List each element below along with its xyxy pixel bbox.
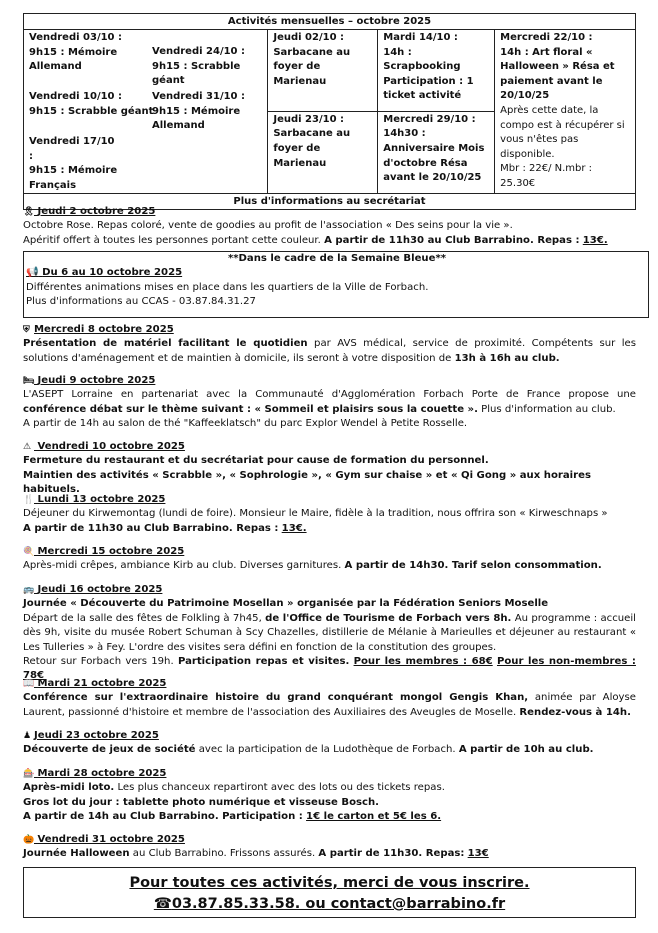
friday-1010: Vendredi 10/10 : 9h15 : Scrabble géant xyxy=(29,91,154,117)
cutlery-icon: 🍴 xyxy=(23,495,35,505)
warning-icon: ⚠ xyxy=(23,442,32,452)
wednesday-2910-cell: Mercredi 29/10 : 14h30 : Anniversaire Mois d'octobre Résa avant le 20/10/25 xyxy=(378,111,495,193)
lottery-icon: 🎰 xyxy=(23,769,35,779)
friday-1710: Vendredi 17/10 : 9h15 : Mémoire Français xyxy=(29,136,118,191)
friday-activities-cell xyxy=(24,30,268,194)
ribbon-icon: 🎗 xyxy=(23,207,35,217)
event-octobre-rose: 🎗 Jeudi 2 octobre 2025 Octobre Rose. Repas coloré, vente de goodies au profit de l'association « Des seins pour la vie ». Apéritif offert à toutes les personnes portant cette couleur. A partir de 11h30 au Club Barrabino. Repas : 13€. xyxy=(23,206,608,246)
event-halloween: 🎃 Vendredi 31 octobre 2025 Journée Halloween au Club Barrabino. Frissons assurés. A partir de 11h30. Repas: 13€ xyxy=(23,834,489,860)
event-sommeil-conference: 🛏 Jeudi 9 octobre 2025 L'ASEPT Lorraine en partenariat avec la Communauté d'Agglomération Forbach Porte de France propose une conférence débat sur le thème suivant : « Sommeil et plaisirs sous la couette ». Plus d'information au club. A partir de 14h au salon de thé "Kaffeeklatsch" du parc Explor Wendel à Petite Rosselle. xyxy=(23,375,636,430)
event-loto: 🎰 Mardi 28 octobre 2025 Après-midi loto. Les plus chanceux repartiront avec des lots ou des tickets repas. Gros lot du jour : tablette photo numérique et visseuse Bosch. A partir de 14h au Club Barrabino. Participation : 1€ le carton et 5€ les 6. xyxy=(23,768,445,823)
phone-icon: ☎ xyxy=(153,896,172,912)
contact-box xyxy=(23,867,636,918)
megaphone-icon: 📢 xyxy=(26,267,39,279)
event-materiel-quotidien: ⛨ Mercredi 8 octobre 2025 Présentation de matériel facilitant le quotidien par AVS médical, service de proximité. Compétents sur les solutions d'aménagement et de maintien à domicile, ils seront à votre disposition de 13h à 16h au club. xyxy=(23,324,636,364)
event-crepes: 🍭 Mercredi 15 octobre 2025 Après-midi crêpes, ambiance Kirb au club. Diverses garnitures. A partir de 14h30. Tarif selon consommation. xyxy=(23,546,602,572)
friday-0310: Vendredi 03/10 : 9h15 : Mémoire Allemand xyxy=(29,32,122,73)
semaine-bleue-box: **Dans le cadre de la Semaine Bleue** 📢 Du 6 au 10 octobre 2025 Différentes animations mises en place dans les quartiers de la Ville de Forbach. Plus d'informations au CCAS - 03.87.84.31.27 xyxy=(23,251,649,318)
event-fermeture: ⚠ Vendredi 10 octobre 2025 Fermeture du restaurant et du secrétariat pour cause de formation du personnel. Maintien des activités « Scrabble », « Sophrologie », « Gym sur chaise » et « Qi Gong » aux horaires habituels. xyxy=(23,441,591,496)
event-gengis-khan: 📖 Mardi 21 octobre 2025 Conférence sur l'extraordinaire histoire du grand conquérant mongol Gengis Khan, animée par Aloyse Laurent, passionné d'histoire et membre de l'association des Auxiliaires des Aveugles de Moselle. Rendez-vous à 14h. xyxy=(23,678,636,718)
lollipop-icon: 🍭 xyxy=(23,547,35,557)
wednesday-2210-cell: Mercredi 22/10 : 14h : Art floral « Halloween » Résa et paiement avant le 20/10/25 Après cette date, la compo est à récupérer si vous n'êtes pas disponible. Mbr : 22€/ N.mbr : 25.30€ xyxy=(495,30,636,194)
friday-3110: Vendredi 31/10 : 9h15 : Mémoire Allemand xyxy=(152,91,245,132)
tuesday-1410-cell: Mardi 14/10 : 14h : Scrapbooking Participation : 1 ticket activité xyxy=(378,30,495,112)
event-jeux-societe: ♟ Jeudi 23 octobre 2025 Découverte de jeux de société avec la participation de la Ludothèque de Forbach. A partir de 10h au club. xyxy=(23,730,594,756)
contact-details[interactable]: 03.87.85.33.58. ou contact@barrabino.fr xyxy=(171,896,506,912)
event-kirwemontag: 🍴 Lundi 13 octobre 2025 Déjeuner du Kirwemontag (lundi de foire). Monsieur le Maire, fidèle à la tradition, nous offrira son « Kirweschnaps » A partir de 11h30 au Club Barrabino. Repas : 13€. xyxy=(23,494,608,534)
thursday-0210-cell: Jeudi 02/10 : Sarbacane au foyer de Marienau xyxy=(268,30,378,112)
shield-icon: ⛨ xyxy=(23,325,30,335)
bus-icon: 🚌 xyxy=(23,585,35,595)
chess-pawn-icon: ♟ xyxy=(23,731,32,741)
book-icon: 📖 xyxy=(23,679,35,689)
event-patrimoine-mosellan: 🚌 Jeudi 16 octobre 2025 Journée « Découverte du Patrimoine Mosellan » organisée par la Fédération Seniors Moselle Départ de la salle des fêtes de Folkling à 7h45, de l'Office de Tourisme de Forbach vers 8h. Au programme : accueil dès 9h, visite du musée Robert Schuman à Scy Chazelles, distillerie de Mélanie à Marieulles et déjeuner au restaurant « Les Tulleries » à Fey. L'ordre des visites sera défini en fonction de la constitution des groupes. Retour sur Forbach vers 19h. Participation repas et visites. Pour les membres : 68€ Pour les non-membres : 78€ xyxy=(23,584,636,682)
monthly-activities-table xyxy=(23,13,636,210)
calendar-footer: Plus d'informations au secrétariat xyxy=(24,193,636,209)
bed-icon: 🛏 xyxy=(23,376,35,386)
pumpkin-icon: 🎃 xyxy=(23,835,35,845)
calendar-header: Activités mensuelles – octobre 2025 xyxy=(24,14,636,30)
thursday-2310-cell: Jeudi 23/10 : Sarbacane au foyer de Marienau xyxy=(268,111,378,193)
friday-2410: Vendredi 24/10 : 9h15 : Scrabble géant xyxy=(152,46,245,87)
signup-instruction: Pour toutes ces activités, merci de vous inscrire. xyxy=(129,875,530,891)
